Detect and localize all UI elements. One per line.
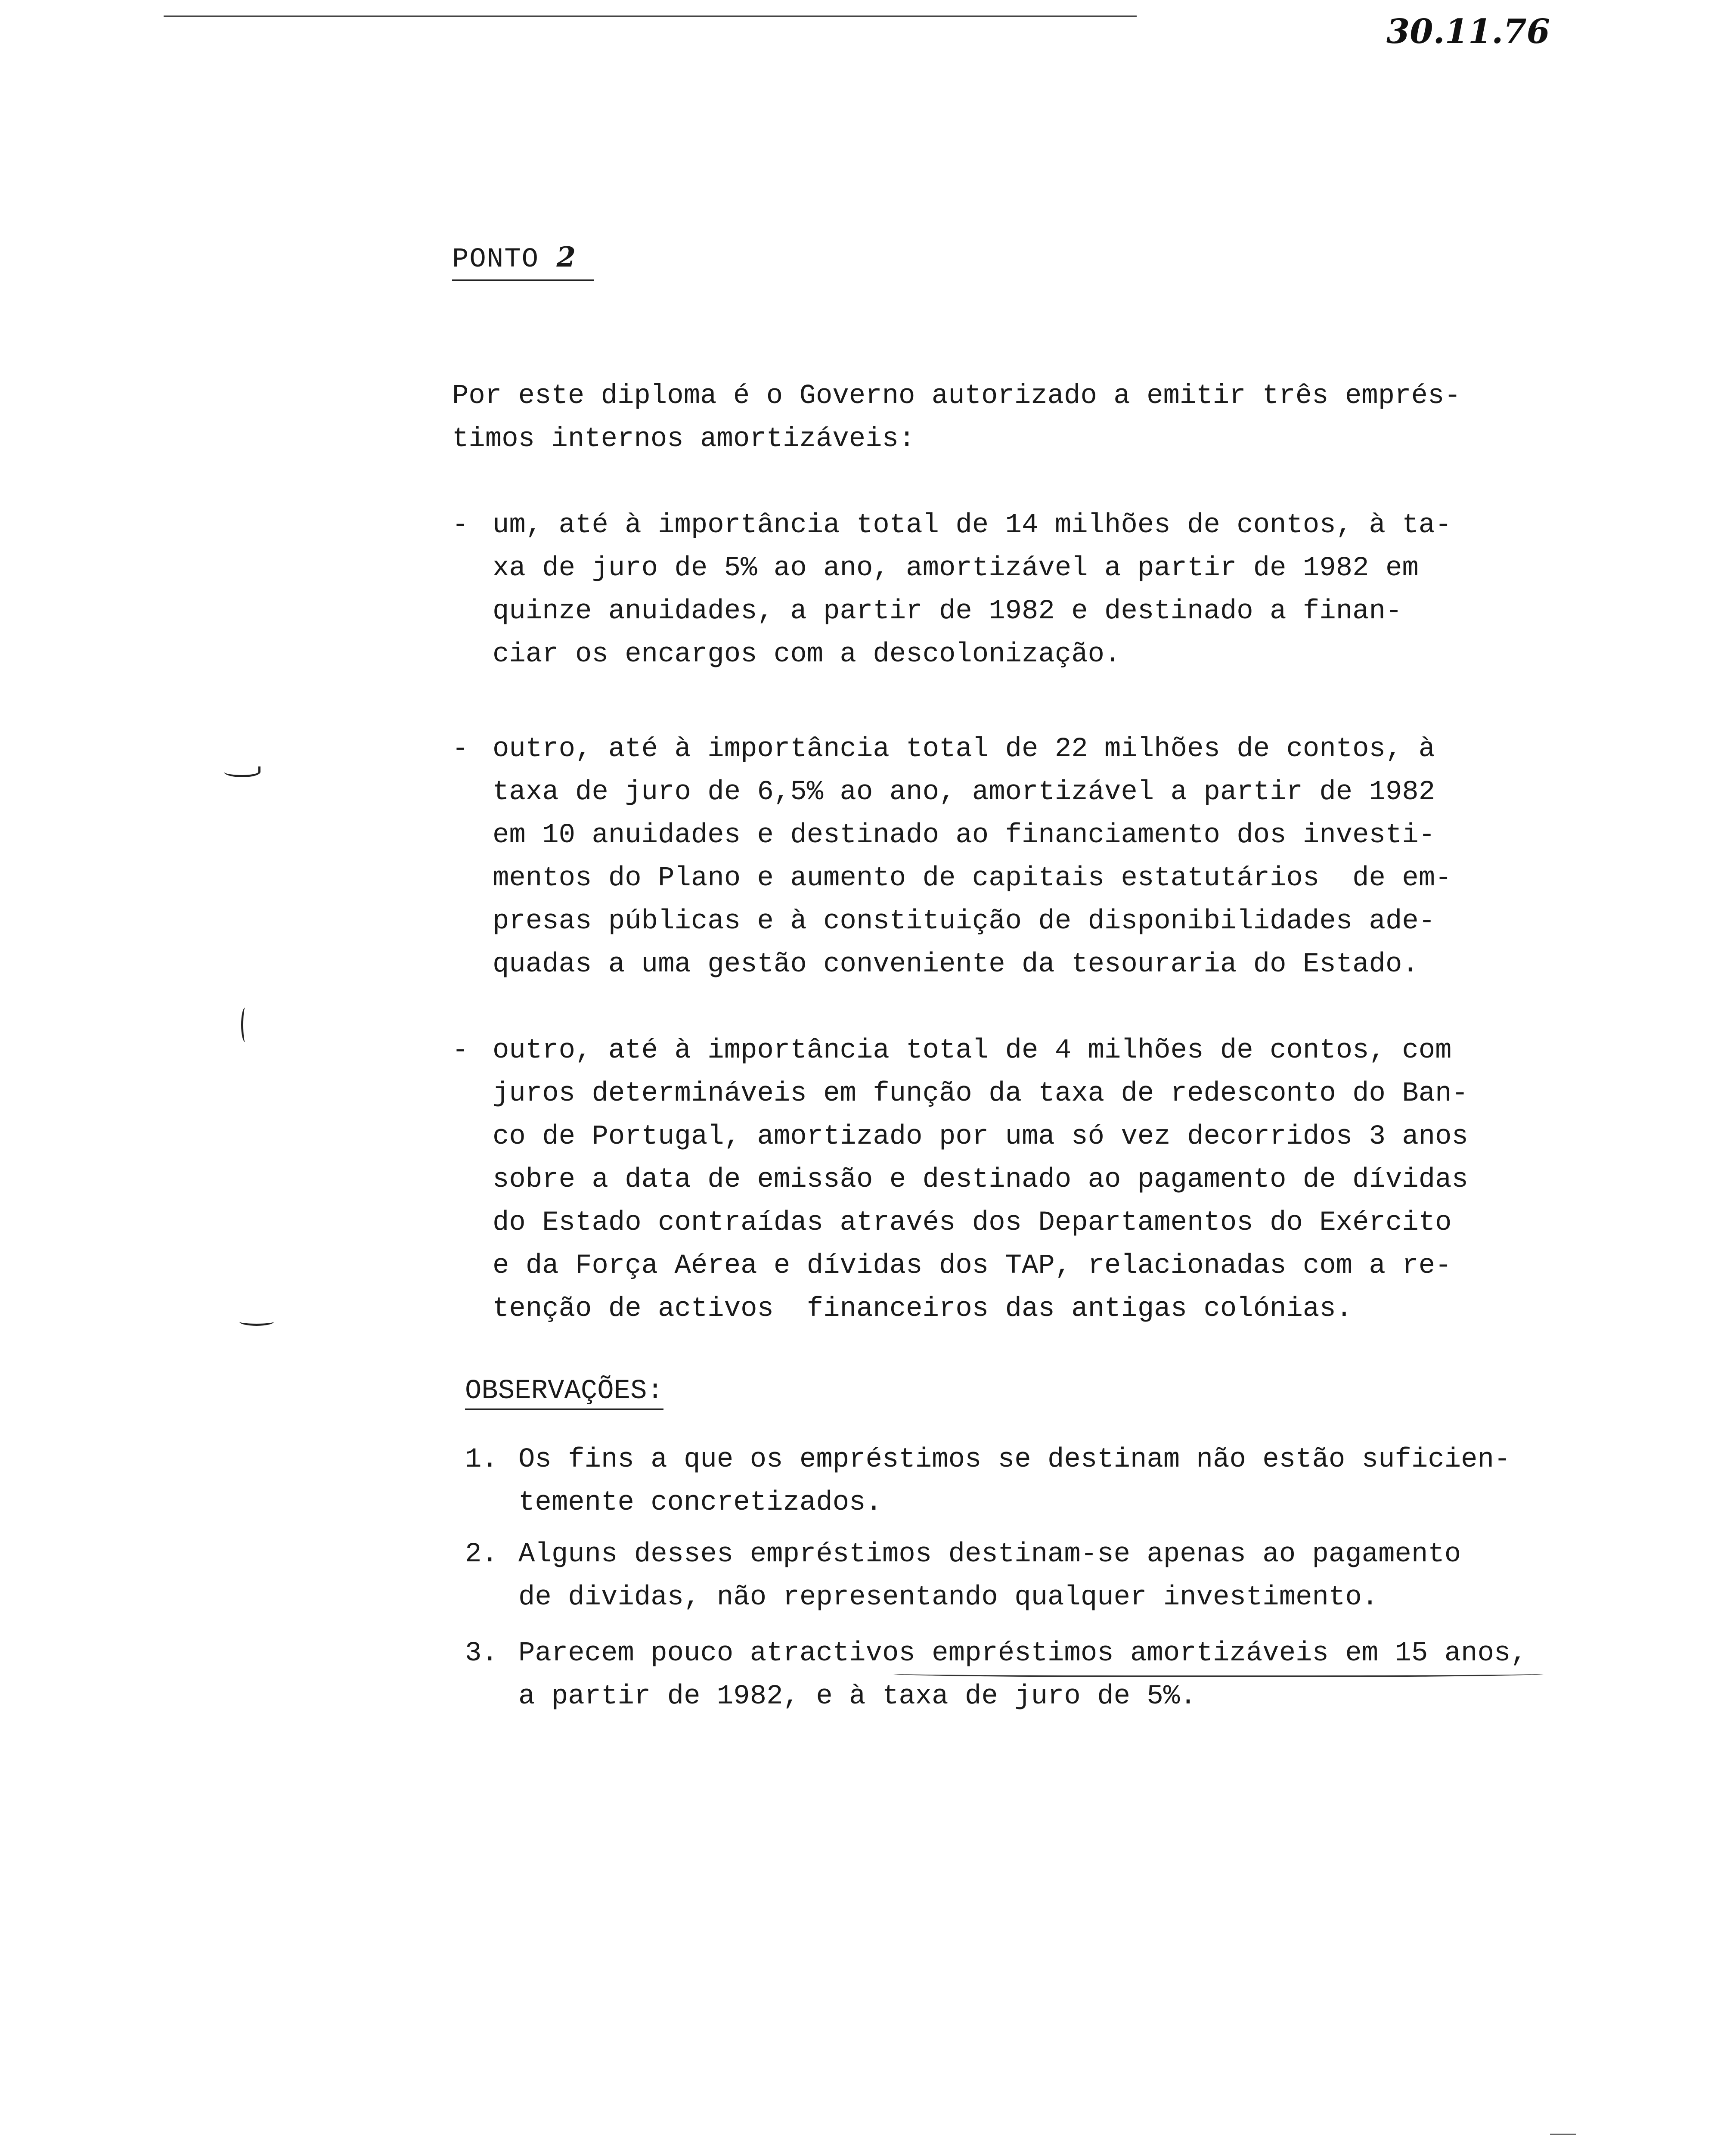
handwritten-date: 30.11.76 bbox=[1386, 12, 1550, 51]
item-dash: - bbox=[452, 1035, 469, 1066]
item-text: outro, até à importância total de 4 milhões de contos, com juros determináveis em função da taxa de redesconto do Ban- co de Portugal, amortizado por uma só vez decorridos 3 anos sobre a data de emissão e destinado ao pagamento de dívidas do Estado contraídas através dos Departamentos do Exército e da Força Aérea e dívidas dos TAP, relacionadas com a re- tenção de activos financeiros das antigas colónias. bbox=[493, 1035, 1468, 1325]
list-item bbox=[452, 728, 1452, 980]
observations-heading: OBSERVAÇÕES: bbox=[465, 1376, 663, 1410]
item-text: outro, até à importância total de 22 milhões de contos, à taxa de juro de 6,5% ao ano, amortizável a partir de 1982 em 10 anuidades e destinado ao financiamento dos investi- mentos do Plano e aumento de capitais estatutários de em- presas públicas e à constituição de disponibilidades ade- quadas a uma gestão conveniente da tesouraria do Estado. bbox=[493, 734, 1452, 980]
intro-line: timos internos amortizáveis: bbox=[452, 424, 915, 455]
top-rule bbox=[164, 16, 1137, 17]
section-heading bbox=[452, 241, 594, 281]
margin-mark bbox=[241, 1008, 249, 1042]
observation-number: 2. bbox=[465, 1539, 498, 1570]
observation-number: 1. bbox=[465, 1444, 498, 1475]
intro-line: Por este diploma é o Governo autorizado a emitir três emprés- bbox=[452, 381, 1461, 412]
margin-mark bbox=[224, 766, 260, 777]
observation-item bbox=[465, 1632, 1527, 1804]
scan-speck bbox=[1550, 2134, 1576, 2135]
item-dash: - bbox=[452, 510, 469, 541]
list-item bbox=[452, 1029, 1468, 1325]
observation-number: 3. bbox=[465, 1638, 498, 1669]
intro-paragraph bbox=[452, 375, 1461, 461]
observation-text: Os fins a que os empréstimos se destinam não estão suficien- temente concretizados. bbox=[518, 1444, 1511, 1518]
item-text: um, até à importância total de 14 milhões de contos, à ta- xa de juro de 5% ao ano, amortizável a partir de 1982 em quinze anuidades, a partir de 1982 e destinado a finan- ciar os encargos com a descolonização. bbox=[493, 510, 1452, 670]
handwritten-underline bbox=[891, 1669, 1546, 1677]
observation-text: Parecem pouco atractivos empréstimos amortizáveis em 15 anos, a partir de 1982, e à taxa de juro de 5%. bbox=[518, 1638, 1527, 1712]
margin-mark bbox=[239, 1318, 274, 1326]
observation-text: Alguns desses empréstimos destinam-se apenas ao pagamento de dividas, não representando qualquer investimento. bbox=[518, 1539, 1461, 1613]
item-dash: - bbox=[452, 734, 469, 765]
list-item bbox=[452, 504, 1452, 676]
heading-label: PONTO bbox=[452, 244, 539, 275]
heading-number: 2 bbox=[556, 241, 577, 273]
